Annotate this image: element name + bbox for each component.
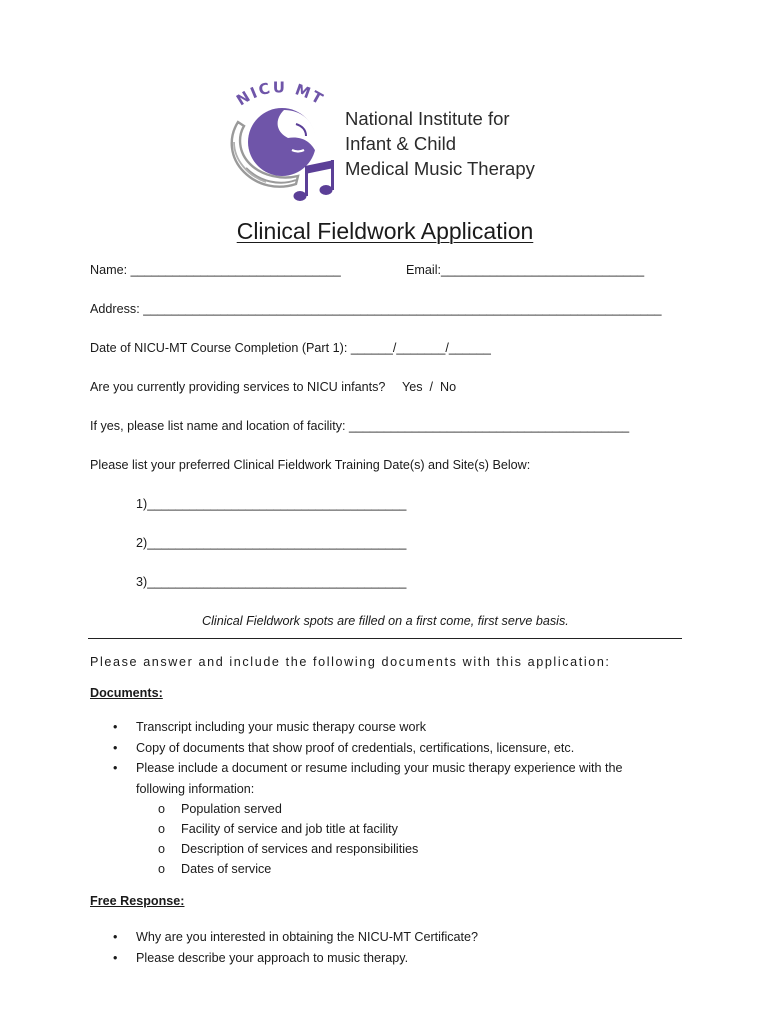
sub-item-text: Facility of service and job title at facility xyxy=(181,822,398,836)
section-divider xyxy=(88,638,682,639)
name-field[interactable]: Name: ______________________________ xyxy=(90,263,341,277)
sub-item-text: Dates of service xyxy=(181,862,272,876)
bullet: • xyxy=(113,720,118,734)
sub-item-text: Population served xyxy=(181,802,282,816)
list-item xyxy=(90,927,690,948)
list-item xyxy=(90,738,690,759)
list-item-continued xyxy=(90,779,690,800)
sub-list-item xyxy=(90,819,690,839)
nicu-services-yes-no[interactable]: Yes / No xyxy=(402,380,457,394)
nicu-services-question: Are you currently providing services to NICU infants? xyxy=(90,380,386,394)
sub-bullet: o xyxy=(158,802,166,816)
list-item xyxy=(90,758,690,779)
bullet: • xyxy=(113,950,118,965)
preferred-date-site-2[interactable]: 2)_____________________________________ xyxy=(136,536,407,550)
bullet: • xyxy=(113,761,118,775)
nicu-mt-logo xyxy=(226,80,346,206)
document-item-text: Copy of documents that show proof of credentials, certifications, licensure, etc. xyxy=(136,740,575,755)
svg-text:NICU MT xyxy=(233,80,327,109)
first-come-note: Clinical Fieldwork spots are filled on a first come, first serve basis. xyxy=(202,614,569,628)
preferred-dates-prompt: Please list your preferred Clinical Fieldwork Training Date(s) and Site(s) Below: xyxy=(90,458,531,472)
course-completion-date-field[interactable]: Date of NICU-MT Course Completion (Part 1): ______/_______/______ xyxy=(90,341,491,355)
address-field[interactable]: Address: __________________________________________________________________________ xyxy=(90,302,662,316)
list-item xyxy=(90,948,690,969)
facility-field[interactable]: If yes, please list name and location of facility: ________________________________________ xyxy=(90,419,630,433)
sub-list-item xyxy=(90,839,690,859)
free-response-question: Why are you interested in obtaining the NICU-MT Certificate? xyxy=(136,930,479,944)
preferred-date-site-3[interactable]: 3)_____________________________________ xyxy=(136,575,407,589)
documents-list xyxy=(90,717,690,879)
logo-arc-text: NICU MT xyxy=(233,80,328,110)
document-item-text: Please include a document or resume including your music therapy experience with the xyxy=(136,761,623,775)
organization-name xyxy=(345,106,535,181)
organization-line-3: Medical Music Therapy xyxy=(345,158,535,179)
document-item-text: following information: xyxy=(136,781,255,796)
free-response-heading: Free Response: xyxy=(90,894,185,908)
sub-item-text: Description of services and responsibilities xyxy=(181,842,419,856)
sub-bullet: o xyxy=(158,842,166,856)
free-response-question: Please describe your approach to music therapy. xyxy=(136,950,409,965)
bullet: • xyxy=(113,740,118,755)
organization-line-2: Infant & Child xyxy=(345,133,457,154)
organization-line-1: National Institute for xyxy=(345,108,510,129)
sub-bullet: o xyxy=(158,862,166,876)
bullet: • xyxy=(113,930,118,944)
hands-holding-baby-icon xyxy=(232,108,317,187)
page-title-text: Clinical Fieldwork Application xyxy=(236,218,534,244)
document-item-text: Transcript including your music therapy course work xyxy=(136,720,427,734)
page-title xyxy=(0,218,770,245)
list-item xyxy=(90,717,690,738)
sub-list-item xyxy=(90,799,690,819)
email-field[interactable]: Email:_____________________________ xyxy=(406,263,645,277)
sub-bullet: o xyxy=(158,822,166,836)
free-response-list xyxy=(90,927,690,968)
instructions-intro: Please answer and include the following documents with this application: xyxy=(90,655,611,669)
documents-heading: Documents: xyxy=(90,686,163,700)
sub-list-item xyxy=(90,859,690,879)
preferred-date-site-1[interactable]: 1)_____________________________________ xyxy=(136,497,407,511)
